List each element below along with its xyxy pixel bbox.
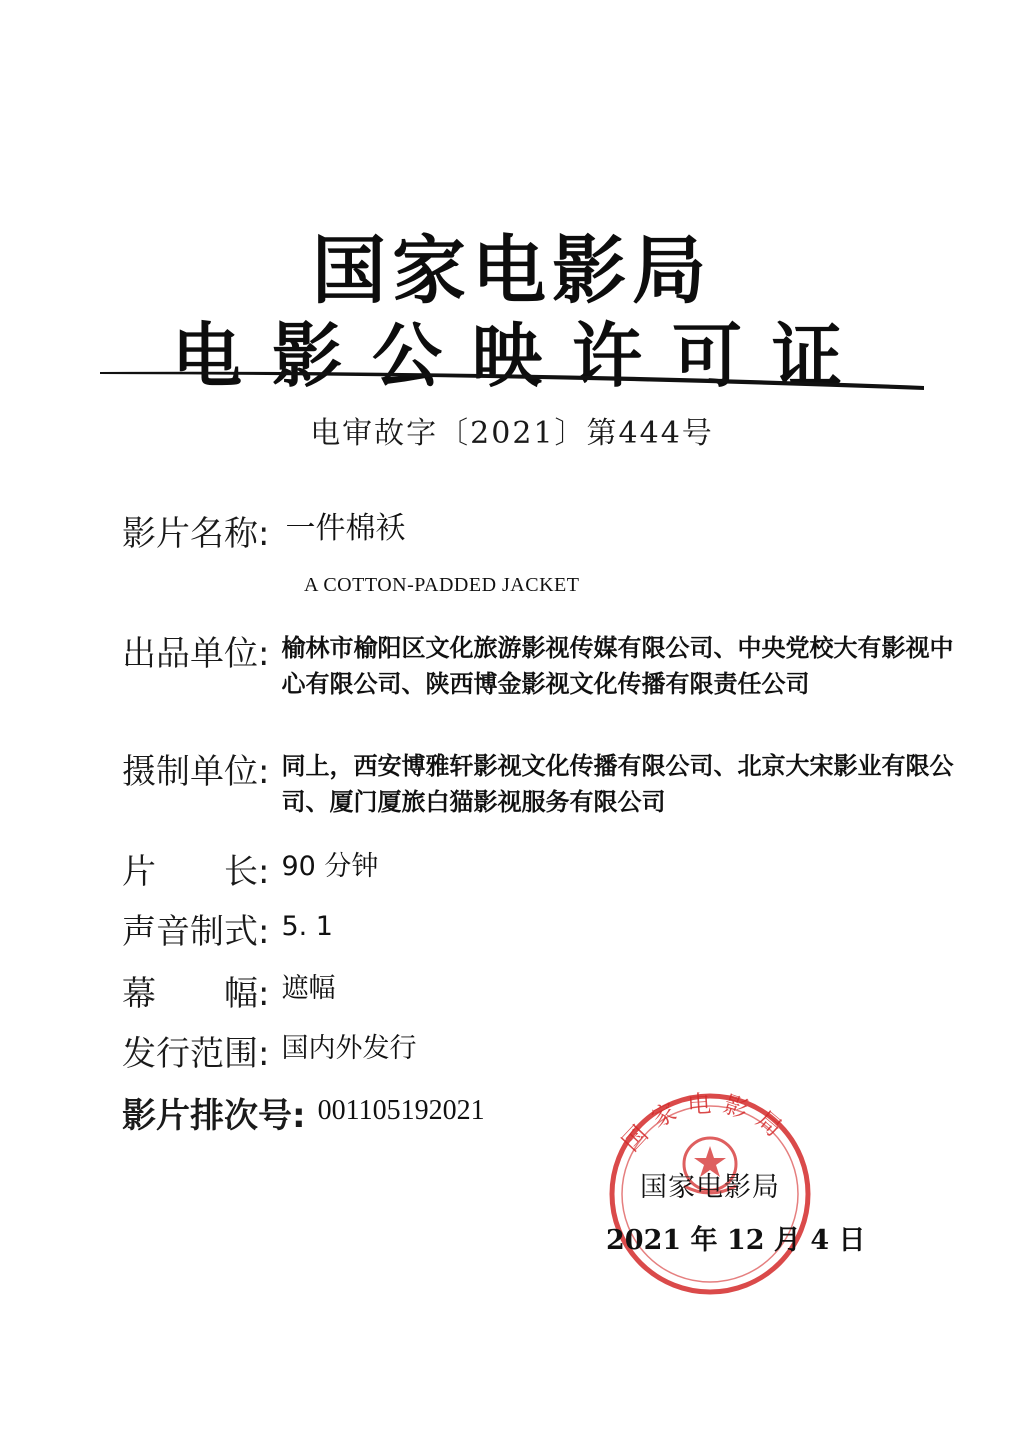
screen-label: 幕 幅: (122, 974, 270, 1014)
issue-date: 2021 年 12 月 4 日 (606, 1225, 866, 1256)
sound-value: 5. 1 (281, 911, 333, 942)
screen-row (122, 966, 1002, 1015)
film-name-row (122, 506, 1002, 555)
shooter-value: 同上，西安博雅轩影视文化传播有限公司、北京大宋影业有限公司、厦门厦旅白猫影视服务有限公司 (281, 752, 954, 816)
length-label: 片 长: (122, 852, 270, 892)
document-title: 电影公映许可证 (172, 315, 872, 397)
sound-row (122, 904, 1002, 953)
sound-label: 声音制式: (122, 912, 270, 952)
length-value: 90 分钟 (281, 851, 379, 882)
seal-issuer: 国家电影局 (640, 1172, 780, 1203)
batch-row (122, 1088, 1002, 1137)
issuer-title: 国家电影局 (312, 228, 712, 314)
batch-value: 001105192021 (317, 1095, 485, 1126)
film-name-english: A COTTON-PADDED JACKET (304, 574, 580, 596)
title-underline (100, 368, 924, 398)
svg-text:国家电影局 (617, 1089, 795, 1157)
producer-label: 出品单位: (122, 634, 270, 674)
scope-value: 国内外发行 (281, 1033, 417, 1064)
producer-row (122, 626, 1002, 702)
scope-row (122, 1026, 1002, 1075)
film-name-value: 一件棉袄 (285, 511, 406, 546)
film-name-label: 影片名称: (122, 514, 270, 554)
length-row (122, 844, 1002, 893)
shooter-row (122, 744, 1002, 820)
shooter-label: 摄制单位: (122, 752, 270, 792)
screen-value: 遮幅 (281, 973, 336, 1004)
batch-label: 影片排次号: (122, 1096, 306, 1136)
document-number: 电审故字〔2021〕第444号 (310, 416, 714, 451)
scope-label: 发行范围: (122, 1034, 270, 1074)
producer-value: 榆林市榆阳区文化旅游影视传媒有限公司、中央党校大有影视中心有限公司、陕西博金影视文化传播有限责任公司 (281, 634, 954, 698)
seal-ring-text: 国家电影局 (616, 1089, 795, 1157)
